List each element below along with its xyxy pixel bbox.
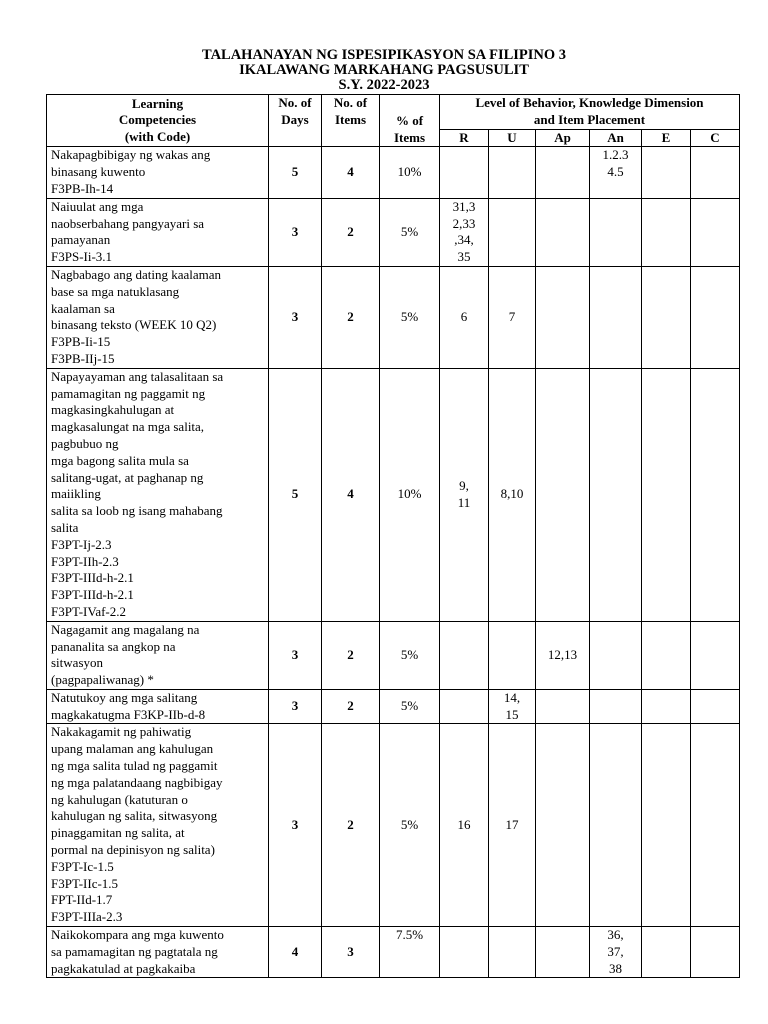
- placement-u-cell: [489, 368, 536, 621]
- competency-cell: [47, 368, 269, 621]
- placement-an-cell: [590, 689, 642, 724]
- placement-c-cell: [691, 368, 740, 621]
- items-cell: 2: [322, 689, 380, 724]
- item-number: 11: [457, 494, 471, 510]
- placement-u-cell: [489, 621, 536, 689]
- competency-line: pamamagitan ng paggamit ng: [51, 385, 206, 401]
- competency-line: F3PT-IIId-h-2.1: [51, 570, 134, 586]
- col-header-competencies: [47, 95, 269, 147]
- item-number: 35: [457, 249, 471, 265]
- items-cell: 3: [322, 927, 380, 978]
- placement-e-cell: [642, 368, 691, 621]
- items-cell: 4: [322, 147, 380, 198]
- percent-cell: 5%: [380, 266, 440, 368]
- placement-an-cell: [590, 368, 642, 621]
- competency-line: salita sa loob ng isang mahabang: [51, 503, 223, 519]
- placement-an-cell: [590, 266, 642, 368]
- header-text: No. of: [333, 95, 368, 110]
- competency-line: naobserbahang pangyayari sa: [51, 215, 205, 231]
- competency-line: F3PT-IVaf-2.2: [51, 603, 126, 619]
- placement-r-cell: [440, 927, 489, 978]
- competency-line: binasang kuwento: [51, 164, 146, 180]
- placement-ap-cell: [536, 689, 590, 724]
- percent-cell: 5%: [380, 621, 440, 689]
- placement-e-cell: [642, 927, 691, 978]
- days-cell: 3: [269, 689, 322, 724]
- days-cell: 4: [269, 927, 322, 978]
- item-number: 38: [609, 960, 622, 976]
- items-cell: 2: [322, 266, 380, 368]
- percent-cell: 10%: [380, 147, 440, 198]
- items-cell: 2: [322, 198, 380, 266]
- competency-line: ng mga palatandaang nagbibigay: [51, 774, 223, 790]
- days-cell: 3: [269, 266, 322, 368]
- competency-line: pamayanan: [51, 232, 111, 248]
- competency-line: F3PT-IIId-h-2.1: [51, 587, 134, 603]
- col-header-days: [269, 95, 322, 147]
- competency-line: Naikokompara ang mga kuwento: [51, 927, 224, 943]
- specification-table: [46, 94, 740, 978]
- placement-u-cell: [489, 266, 536, 368]
- percent-cell: 10%: [380, 368, 440, 621]
- item-number: 31,3: [452, 198, 476, 214]
- placement-ap-cell: [536, 147, 590, 198]
- table-row: [47, 147, 740, 198]
- competency-cell: [47, 621, 269, 689]
- header-text: (with Code): [124, 129, 191, 145]
- col-header-an: An: [590, 129, 642, 147]
- col-header-items: [322, 95, 380, 147]
- item-number: 12,13: [547, 646, 578, 662]
- item-number: 6: [460, 308, 468, 324]
- col-header-u: U: [489, 129, 536, 147]
- placement-u-cell: [489, 927, 536, 978]
- placement-r-cell: [440, 266, 489, 368]
- table-row: [47, 927, 740, 978]
- items-cell: 2: [322, 724, 380, 927]
- placement-ap-cell: [536, 724, 590, 927]
- competency-cell: [47, 147, 269, 198]
- competency-line: pagbubuo ng: [51, 435, 119, 451]
- competency-line: magkakatugma F3KP-IIb-d-8: [51, 706, 206, 722]
- competency-line: salitang-ugat, at paghanap ng: [51, 469, 204, 485]
- placement-u-cell: [489, 147, 536, 198]
- competency-line: sa pamamagitan ng pagtatala ng: [51, 943, 218, 959]
- item-number: 16: [457, 816, 471, 832]
- competency-line: F3PT-Ic-1.5: [51, 858, 114, 874]
- competency-line: pagkakatulad at pagkakaiba: [51, 960, 196, 976]
- header-text: Days: [281, 111, 309, 127]
- item-number: 1.2.3: [602, 147, 629, 163]
- col-header-e: E: [642, 129, 691, 147]
- competency-line: F3PT-IIIa-2.3: [51, 909, 123, 925]
- header-text: Learning: [131, 95, 184, 111]
- table-row: [47, 198, 740, 266]
- placement-an-cell: [590, 621, 642, 689]
- competency-line: Natutukoy ang mga salitang: [51, 689, 198, 705]
- placement-c-cell: [691, 621, 740, 689]
- placement-r-cell: [440, 368, 489, 621]
- competency-line: magkasingkahulugan at: [51, 402, 175, 418]
- competency-line: ng mga salita tulad ng paggamit: [51, 758, 218, 774]
- competency-line: Nagbabago ang dating kaalaman: [51, 266, 222, 282]
- placement-e-cell: [642, 147, 691, 198]
- competency-line: magkasalungat na mga salita,: [51, 419, 205, 435]
- header-text: Level of Behavior, Knowledge Dimension: [475, 95, 704, 110]
- placement-r-cell: [440, 689, 489, 724]
- placement-c-cell: [691, 198, 740, 266]
- item-number: 37,: [607, 943, 624, 959]
- placement-an-cell: [590, 198, 642, 266]
- placement-e-cell: [642, 724, 691, 927]
- placement-an-cell: [590, 724, 642, 927]
- col-header-r: R: [440, 129, 489, 147]
- competency-line: F3PT-Ij-2.3: [51, 536, 112, 552]
- col-header-c: C: [691, 129, 740, 147]
- item-number: 36,: [607, 927, 624, 943]
- items-cell: 2: [322, 621, 380, 689]
- days-cell: 3: [269, 724, 322, 927]
- item-number: 15: [505, 706, 519, 722]
- placement-r-cell: [440, 147, 489, 198]
- header-row: [47, 95, 740, 130]
- header-text: and Item Placement: [533, 111, 646, 127]
- placement-ap-cell: [536, 621, 590, 689]
- document-subtitle: IKALAWANG MARKAHANG PAGSUSULIT: [239, 62, 529, 78]
- days-cell: 3: [269, 621, 322, 689]
- item-number: ,34,: [454, 232, 474, 248]
- competency-line: F3PS-Ii-3.1: [51, 249, 113, 265]
- placement-an-cell: [590, 147, 642, 198]
- competency-line: Naiuulat ang mga: [51, 198, 144, 214]
- placement-an-cell: [590, 927, 642, 978]
- competency-line: mga bagong salita mula sa: [51, 452, 189, 468]
- competency-line: Nakakagamit ng pahiwatig: [51, 724, 192, 740]
- placement-e-cell: [642, 689, 691, 724]
- competency-line: upang malaman ang kahulugan: [51, 741, 214, 757]
- item-number: 2,33: [452, 215, 476, 231]
- placement-ap-cell: [536, 266, 590, 368]
- days-cell: 5: [269, 147, 322, 198]
- competency-line: kahulugan ng salita, sitwasyong: [51, 808, 218, 824]
- table-row: [47, 621, 740, 689]
- competency-line: pananalita sa angkop na: [51, 638, 176, 654]
- item-number: 7: [508, 308, 516, 324]
- placement-u-cell: [489, 198, 536, 266]
- placement-c-cell: [691, 724, 740, 927]
- competency-line: F3PB-Ih-14: [51, 180, 114, 196]
- item-number: 9,: [459, 477, 469, 493]
- items-cell: 4: [322, 368, 380, 621]
- competency-line: binasang teksto (WEEK 10 Q2): [51, 317, 217, 333]
- competency-cell: [47, 198, 269, 266]
- table-body: [47, 147, 740, 978]
- placement-r-cell: [440, 724, 489, 927]
- competency-line: Napayayaman ang talasalitaan sa: [51, 368, 224, 384]
- item-number: 17: [505, 816, 519, 832]
- competency-line: F3PB-Ii-15: [51, 334, 111, 350]
- header-text: No. of: [278, 95, 312, 110]
- table-row: [47, 368, 740, 621]
- competency-line: base sa mga natuklasang: [51, 283, 180, 299]
- percent-cell: 5%: [380, 689, 440, 724]
- item-number: 8,10: [500, 486, 524, 502]
- placement-u-cell: [489, 689, 536, 724]
- percent-cell: 5%: [380, 724, 440, 927]
- competency-line: sitwasyon: [51, 655, 103, 671]
- competency-line: (pagpapaliwanag) *: [51, 672, 154, 688]
- competency-cell: [47, 724, 269, 927]
- competency-cell: [47, 689, 269, 724]
- competency-cell: [47, 927, 269, 978]
- competency-line: FPT-IId-1.7: [51, 892, 113, 908]
- placement-ap-cell: [536, 368, 590, 621]
- header-text: % of: [395, 112, 424, 128]
- header-text: Competencies: [118, 112, 197, 128]
- placement-c-cell: [691, 147, 740, 198]
- placement-r-cell: [440, 198, 489, 266]
- competency-line: salita: [51, 519, 79, 535]
- placement-e-cell: [642, 198, 691, 266]
- percent-cell: 7.5%: [380, 927, 440, 978]
- col-header-percent: [380, 95, 440, 147]
- placement-e-cell: [642, 621, 691, 689]
- item-number: 4.5: [607, 164, 624, 180]
- placement-e-cell: [642, 266, 691, 368]
- header-text: Items: [393, 129, 426, 145]
- col-header-ap: Ap: [536, 129, 590, 147]
- competency-line: pormal na depinisyon ng salita): [51, 842, 215, 858]
- competency-line: pinaggamitan ng salita, at: [51, 825, 185, 841]
- days-cell: 5: [269, 368, 322, 621]
- table-row: [47, 266, 740, 368]
- header-text: Items: [334, 111, 367, 127]
- document-title: TALAHANAYAN NG ISPESIPIKASYON SA FILIPINO 3: [201, 47, 567, 63]
- table-row: [47, 724, 740, 927]
- days-cell: 3: [269, 198, 322, 266]
- item-number: 14,: [503, 689, 521, 705]
- col-header-level: [440, 95, 740, 130]
- placement-c-cell: [691, 689, 740, 724]
- competency-line: Nakapagbibigay ng wakas ang: [51, 147, 211, 163]
- competency-line: F3PT-IIh-2.3: [51, 553, 119, 569]
- percent-cell: 5%: [380, 198, 440, 266]
- placement-ap-cell: [536, 198, 590, 266]
- competency-line: ng kahulugan (katuturan o: [51, 791, 188, 807]
- placement-u-cell: [489, 724, 536, 927]
- competency-line: kaalaman sa: [51, 300, 115, 316]
- placement-ap-cell: [536, 927, 590, 978]
- table-row: [47, 689, 740, 724]
- school-year: S.Y. 2022-2023: [338, 77, 430, 93]
- placement-r-cell: [440, 621, 489, 689]
- competency-line: maiikling: [51, 486, 101, 502]
- competency-line: F3PB-IIj-15: [51, 350, 115, 366]
- placement-c-cell: [691, 927, 740, 978]
- competency-cell: [47, 266, 269, 368]
- placement-c-cell: [691, 266, 740, 368]
- competency-line: Nagagamit ang magalang na: [51, 621, 200, 637]
- competency-line: F3PT-IIc-1.5: [51, 875, 119, 891]
